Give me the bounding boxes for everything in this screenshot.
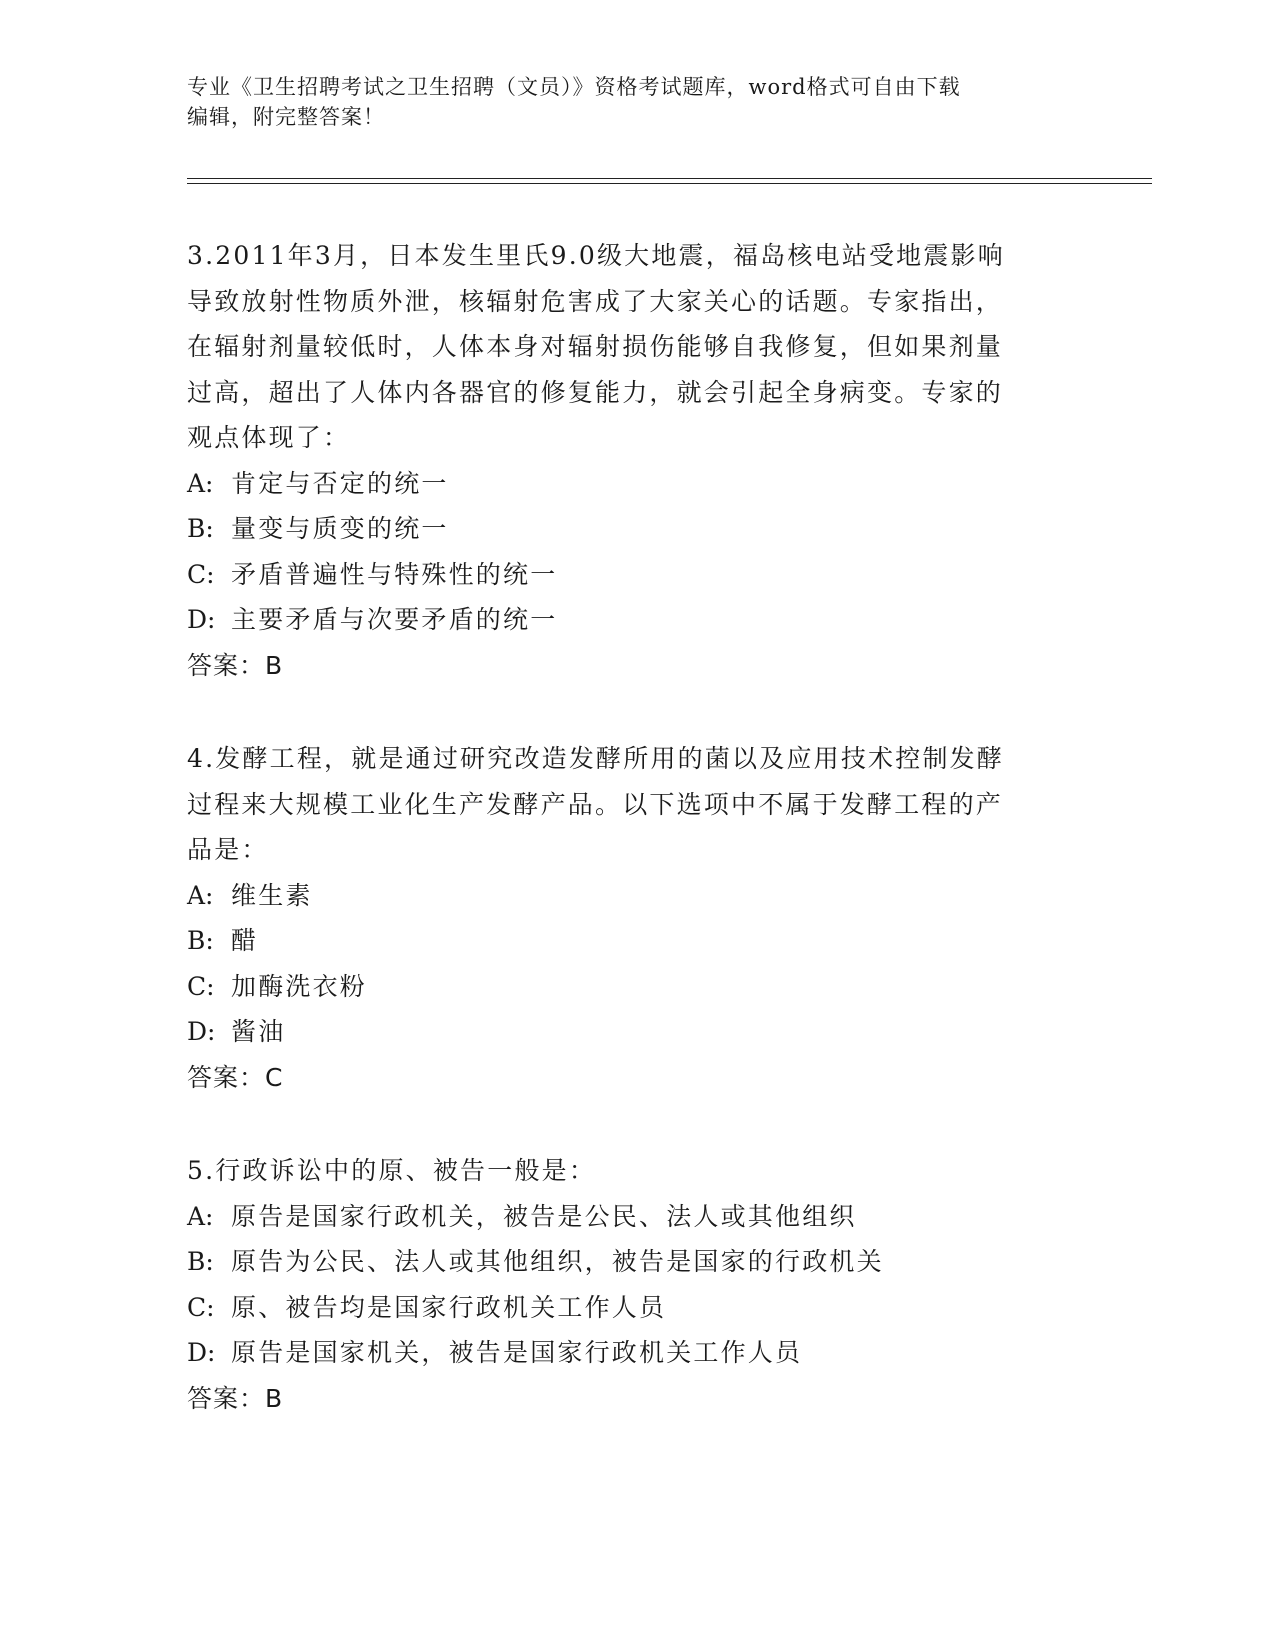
stem-line: 5.行政诉讼中的原、被告一般是： xyxy=(187,1156,597,1185)
option-a xyxy=(187,873,1067,919)
stem-line: 3.2011年3月，日本发生里氏9.0级大地震，福岛核电站受地震影响 xyxy=(187,241,1005,270)
stem-line: 在辐射剂量较低时，人体本身对辐射损伤能够自我修复，但如果剂量 xyxy=(187,332,1004,361)
answer: 答案：C xyxy=(187,1062,284,1092)
option-d xyxy=(187,1330,1067,1376)
option-a xyxy=(187,1194,1067,1240)
option-text: 量变与质变的统一 xyxy=(231,514,449,543)
option-text: 加酶洗衣粉 xyxy=(231,971,368,1001)
option-label: D: xyxy=(187,1017,216,1046)
option-label: D: xyxy=(187,605,216,634)
option-text: 原、被告均是国家行政机关工作人员 xyxy=(231,1292,667,1322)
option-d xyxy=(187,597,1067,643)
option-text: 矛盾普遍性与特殊性的统一 xyxy=(231,559,558,589)
option-label: A: xyxy=(187,1201,214,1231)
option-b xyxy=(187,1239,1067,1285)
option-text: 主要矛盾与次要矛盾的统一 xyxy=(231,605,558,634)
stem-line: 导致放射性物质外泄，核辐射危害成了大家关心的话题。专家指出， xyxy=(187,286,1004,316)
option-text: 醋 xyxy=(231,926,259,955)
option-label: A: xyxy=(187,468,214,498)
question-stem xyxy=(187,1148,1067,1194)
stem-line: 过程来大规模工业化生产发酵产品。以下选项中不属于发酵工程的产 xyxy=(187,789,1004,819)
option-b xyxy=(187,506,1067,552)
option-label: D: xyxy=(187,1338,216,1367)
stem-line: 过高，超出了人体内各器官的修复能力，就会引起全身病变。专家的 xyxy=(187,377,1004,407)
question-3 xyxy=(187,233,1067,688)
option-b xyxy=(187,918,1067,964)
option-label: C: xyxy=(187,971,215,1001)
header-line-1: 专业《卫生招聘考试之卫生招聘（文员）》资格考试题库，word格式可自由下载 xyxy=(187,75,961,99)
option-a xyxy=(187,461,1067,507)
option-c xyxy=(187,964,1067,1010)
option-label: B: xyxy=(187,514,214,543)
option-label: A: xyxy=(187,880,214,910)
answer: 答案：B xyxy=(187,1383,284,1413)
question-stem xyxy=(187,736,1067,873)
option-text: 原告是国家机关，被告是国家行政机关工作人员 xyxy=(231,1338,803,1367)
question-stem xyxy=(187,233,1067,461)
option-text: 酱油 xyxy=(231,1017,286,1046)
option-label: C: xyxy=(187,559,215,589)
stem-line: 4.发酵工程，就是通过研究改造发酵所用的菌以及应用技术控制发酵 xyxy=(187,744,1005,773)
option-label: B: xyxy=(187,926,214,955)
question-5 xyxy=(187,1148,1067,1421)
option-label: B: xyxy=(187,1247,214,1276)
answer: 答案：B xyxy=(187,650,284,680)
question-4 xyxy=(187,736,1067,1100)
stem-line: 品是： xyxy=(187,835,269,864)
header-divider-top xyxy=(187,178,1152,179)
option-c xyxy=(187,552,1067,598)
option-d xyxy=(187,1009,1067,1055)
header-divider-bottom xyxy=(187,183,1152,184)
stem-line: 观点体现了： xyxy=(187,423,351,452)
option-text: 原告为公民、法人或其他组织，被告是国家的行政机关 xyxy=(231,1247,884,1276)
option-text: 原告是国家行政机关，被告是公民、法人或其他组织 xyxy=(231,1201,857,1231)
option-text: 维生素 xyxy=(231,880,313,910)
option-c xyxy=(187,1285,1067,1331)
header-line-2: 编辑，附完整答案！ xyxy=(187,105,385,129)
option-text: 肯定与否定的统一 xyxy=(231,468,449,498)
document-header xyxy=(187,72,1067,132)
option-label: C: xyxy=(187,1292,215,1322)
